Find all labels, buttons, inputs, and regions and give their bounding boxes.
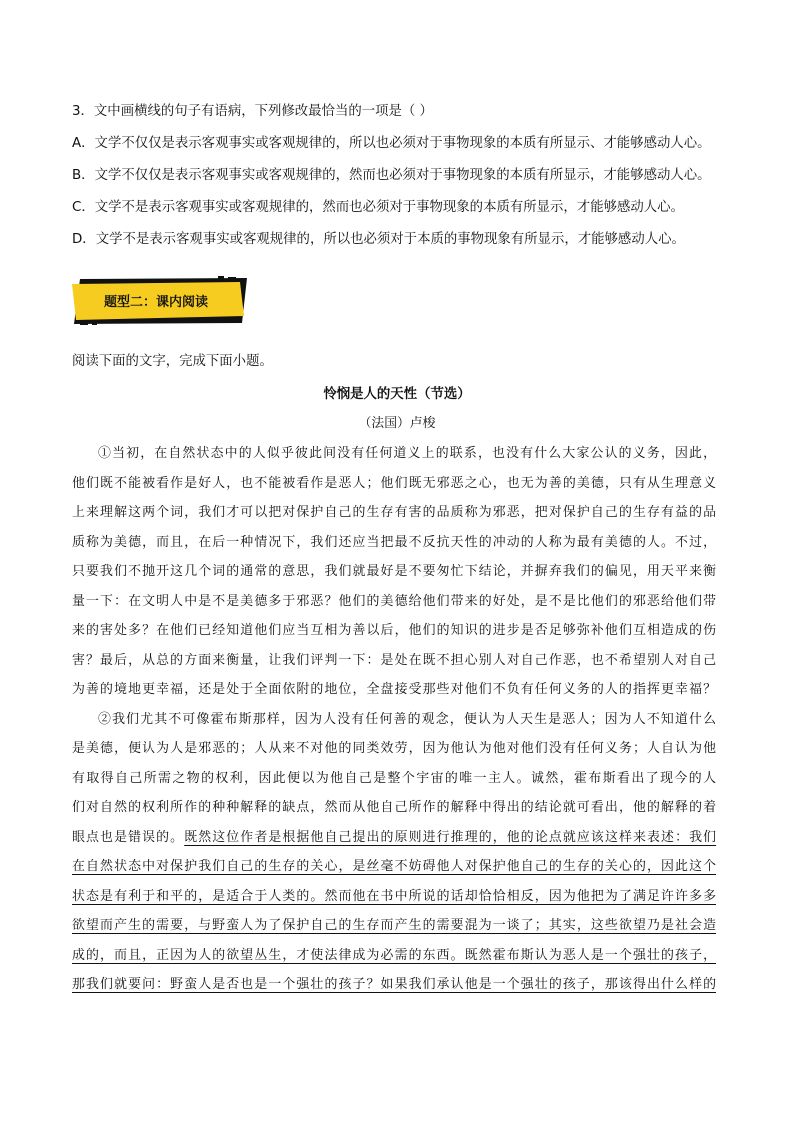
question-stem: 3．文中画横线的句子有语病，下列修改最恰当的一项是（ ）	[72, 104, 433, 119]
option-b: B．文学不仅仅是表示客观事实或客观规律的，然而也必须对于事物现象的本质有所显示，才能够感动人心。	[72, 168, 711, 183]
passage-line: 他们既不能被看作是好人，也不能被看作是恶人；他们既无邪恶之心，也无为善的美德，只有从生理意义	[72, 475, 716, 491]
passage-line: 是美德，便认为人是邪恶的；人从来不对他的同类效劳，因为他认为他对他们没有任何义务；人自认为他	[72, 741, 716, 756]
underlined-line: 状态是有利于和平的，是适合于人类的。然而他在书中所说的话却恰恰相反，因为他把为了满足许许多多	[72, 888, 716, 904]
passage-line: 为善的境地更幸福，还是处于全面依附的地位，全盘接受那些对他们不负有任何义务的人的指挥更幸福？	[72, 682, 716, 697]
option-a: A．文学不仅仅是表示客观事实或客观规律的，所以也必须对于事物现象的本质有所显示、才能够感动人心。	[72, 136, 711, 151]
passage-line: 来的害处多？在他们已经知道他们应当互相为善以后，他们的知识的进步是否足够弥补他们互相造成的伤	[72, 623, 716, 638]
passage-line: ②我们尤其不可像霍布斯那样，因为人没有任何善的观念，便认为人天生是恶人；因为人不知道什么	[98, 711, 716, 727]
option-c: C．文学不是表示客观事实或客观规律的，然而也必须对于事物现象的本质有所显示，才能够感动人心。	[72, 200, 684, 215]
option-d: D．文学不是表示客观事实或客观规律的，所以也必须对于本质的事物现象有所显示，才能够感动人心。	[72, 232, 685, 247]
underlined-sentence: 既然这位作者是根据他自己提出的原则进行推理的，他的论点就应该这样来表述：我们	[184, 829, 717, 845]
passage-line	[72, 828, 716, 858]
section-title: 题型二：课内阅读	[104, 295, 209, 310]
passage-line: 只要我们不抛开这几个词的通常的意思，我们就最好是不要匆忙下结论，并摒弃我们的偏见，用天平来衡	[72, 564, 716, 579]
reading-instruction: 阅读下面的文字，完成下面小题。	[72, 354, 273, 369]
section-banner	[70, 276, 252, 326]
underlined-line: 欲望而产生的需要，与野蛮人为了保护自己的生存而产生的需要混为一谈了；其实，这些欲望乃是社会造	[72, 918, 716, 933]
passage-line: 上来理解这两个词，我们才可以把对保护自己的生存有害的品质称为邪恶，把对保护自己的生存有益的品	[72, 505, 716, 520]
passage-line: 们对自然的权利所作的种种解释的缺点，然而从他自己所作的解释中得出的结论就可看出，他的解释的着	[72, 800, 716, 815]
underlined-line: 那我们就要问：野蛮人是否也是一个强壮的孩子？如果我们承认他是一个强壮的孩子，那该得出什么样的	[72, 977, 716, 992]
underlined-line: 在自然状态中对保护我们自己的生存的关心，是丝毫不妨碍他人对保护他自己的生存的关心的，因此这个	[72, 859, 716, 874]
passage-text: 眼点也是错误的。	[72, 829, 185, 845]
passage-line: 质称为美德，而且，在后一种情况下，我们还应当把最不反抗天性的冲动的人称为最有美德的人。不过，	[72, 534, 716, 550]
underlined-line: 成的，而且，正因为人的欲望丛生，才使法律成为必需的东西。既然霍布斯认为恶人是一个强壮的孩子，	[72, 947, 716, 963]
passage-line: ①当初，在自然状态中的人似乎彼此间没有任何道义上的联系，也没有什么大家公认的义务，因此，	[98, 446, 716, 461]
passage-title: 怜悯是人的天性（节选）	[323, 386, 471, 402]
passage-line: 量一下：在文明人中是不是美德多于邪恶？他们的美德给他们带来的好处，是不是比他们的邪恶给他们带	[72, 593, 716, 609]
passage-author: （法国）卢梭	[358, 416, 436, 431]
passage-line: 害？最后，从总的方面来衡量，让我们评判一下：是处在既不担心别人对自己作恶，也不希望别人对自己	[72, 652, 716, 668]
passage-line: 有取得自己所需之物的权利，因此便以为他自己是整个宇宙的唯一主人。诚然，霍布斯看出了现今的人	[72, 770, 716, 786]
